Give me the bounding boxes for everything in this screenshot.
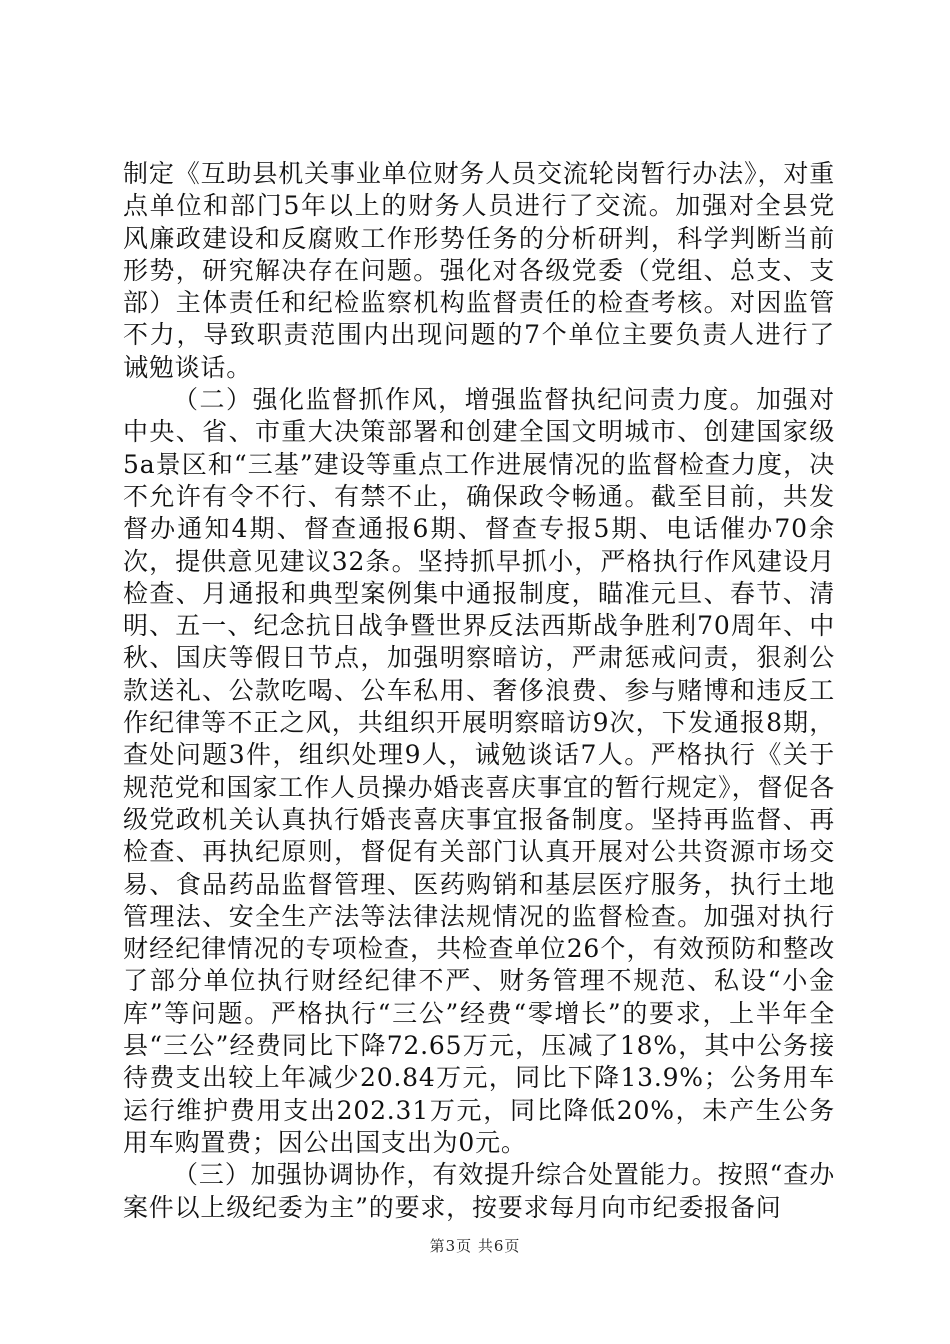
paragraph-section-3: （三）加强协调协作，有效提升综合处置能力。按照“查办案件以上级纪委为主”的要求，按要求每月向市纪委报备问: [123, 1160, 835, 1222]
page-number-footer: 第3页 共6页: [429, 1237, 521, 1255]
paragraph-section-2: （二）强化监督抓作风，增强监督执纪问责力度。加强对中央、省、市重大决策部署和创建全国文明城市、创建国家级5a景区和“三基”建设等重点工作进展情况的监督检查力度，决不允许有令不行、有禁不止，确保政令畅通。截至目前，共发督办通知4期、督查通报6期、督查专报5期、电话催办70余次，提供意见建议32条。坚持抓早抓小，严格执行作风建设月检查、月通报和典型案例集中通报制度，瞄准元旦、春节、清明、五一、纪念抗日战争暨世界反法西斯战争胜利70周年、中秋、国庆等假日节点，加强明察暗访，严肃惩戒问责，狠刹公款送礼、公款吃喝、公车私用、奢侈浪费、参与赌博和违反工作纪律等不正之风，共组织开展明察暗访9次，下发通报8期，查处问题3件，组织处理9人，诫勉谈话7人。严格执行《关于规范党和国家工作人员操办婚丧喜庆事宜的暂行规定》，督促各级党政机关认真执行婚丧喜庆事宜报备制度。坚持再监督、再检查、再执纪原则，督促有关部门认真开展对公共资源市场交易、食品药品监督管理、医药购销和基层医疗服务，执行土地管理法、安全生产法等法律法规情况的监督检查。加强对执行财经纪律情况的专项检查，共检查单位26个，有效预防和整改了部分单位执行财经纪律不严、财务管理不规范、私设“小金库”等问题。严格执行“三公”经费“零增长”的要求，上半年全县“三公”经费同比下降72.65万元，压减了18%，其中公务接待费支出较上年减少20.84万元，同比下降13.9%；公务用车运行维护费用支出202.31万元，同比降低20%，未产生公务用车购置费；因公出国支出为0元。: [123, 385, 835, 1157]
body-text: [123, 158, 835, 1224]
paragraph-continued: 制定《互助县机关事业单位财务人员交流轮岗暂行办法》，对重点单位和部门5年以上的财务人员进行了交流。加强对全县党风廉政建设和反腐败工作形势任务的分析研判，科学判断当前形势，研究解决存在问题。强化对各级党委（党组、总支、支部）主体责任和纪检监察机构监督责任的检查考核。对因监管不力，导致职责范围内出现问题的7个单位主要负责人进行了诫勉谈话。: [123, 159, 835, 382]
